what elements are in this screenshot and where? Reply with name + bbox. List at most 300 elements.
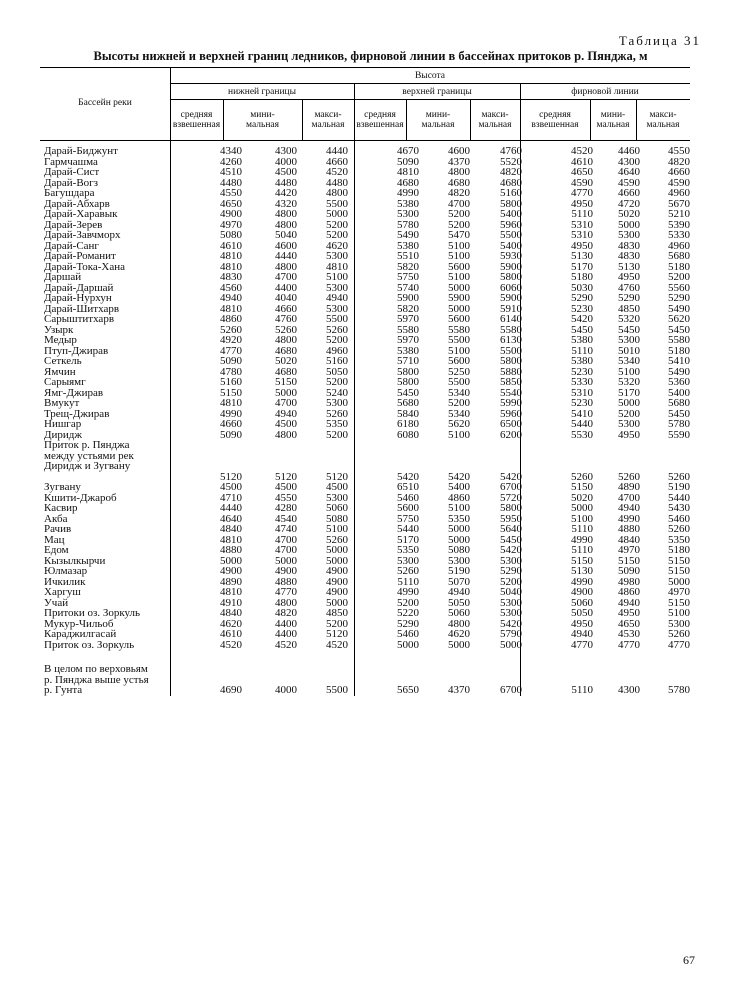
cell-value: 4890 bbox=[220, 575, 242, 588]
cell-value: 4670 bbox=[397, 145, 419, 157]
basin-name: Юлмазар bbox=[44, 565, 88, 577]
cell-value: 4800 bbox=[448, 166, 470, 178]
cell-value: 5260 bbox=[275, 323, 297, 336]
cell-value: 5000 bbox=[220, 554, 242, 567]
cell-value: 4810 bbox=[220, 250, 242, 262]
cell-value: 5000 bbox=[618, 218, 640, 231]
cell-value: 4970 bbox=[618, 544, 640, 556]
cell-value: 5170 bbox=[618, 386, 640, 399]
cell-value: 4800 bbox=[326, 187, 348, 199]
cell-value: 5340 bbox=[618, 355, 640, 367]
cell-value: 5620 bbox=[448, 418, 470, 430]
cell-value: 5000 bbox=[326, 544, 348, 556]
cell-value: 4550 bbox=[668, 145, 690, 157]
cell-value: 5800 bbox=[500, 197, 522, 210]
cell-value: 5670 bbox=[668, 197, 690, 210]
cell-value: 5640 bbox=[500, 523, 522, 535]
cell-value: 4950 bbox=[618, 607, 640, 619]
cell-value: 4800 bbox=[275, 208, 297, 220]
cell-value: 4860 bbox=[220, 313, 242, 325]
cell-value: 4440 bbox=[326, 145, 348, 157]
cell-value: 4990 bbox=[618, 512, 640, 525]
cell-value: 4860 bbox=[618, 586, 640, 598]
cell-value: 5950 bbox=[500, 512, 522, 525]
cell-value: 5080 bbox=[448, 544, 470, 556]
cell-value: 5150 bbox=[571, 481, 593, 493]
cell-value: 5000 bbox=[448, 281, 470, 294]
cell-value: 5780 bbox=[668, 418, 690, 430]
cell-value: 4920 bbox=[220, 334, 242, 346]
cell-value: 5180 bbox=[571, 271, 593, 283]
cell-value: 6140 bbox=[500, 313, 522, 325]
cell-value: 6500 bbox=[500, 418, 522, 430]
cell-value: 5300 bbox=[326, 397, 348, 409]
cell-value: 6700 bbox=[500, 481, 522, 493]
cell-value: 4770 bbox=[571, 638, 593, 651]
cell-value: 5300 bbox=[668, 617, 690, 630]
cell-value: 5180 bbox=[668, 544, 690, 556]
cell-value: 4700 bbox=[618, 491, 640, 504]
cell-value: 4850 bbox=[618, 302, 640, 315]
basin-name: Учай bbox=[44, 596, 69, 609]
cell-value: 5100 bbox=[448, 344, 470, 357]
cell-value: 5600 bbox=[448, 260, 470, 273]
cell-value: 5900 bbox=[397, 292, 419, 304]
cell-value: 4960 bbox=[668, 239, 690, 252]
cell-value: 5070 bbox=[448, 575, 470, 588]
table-row bbox=[40, 664, 690, 675]
cell-value: 5160 bbox=[326, 355, 348, 367]
cell-value: 5110 bbox=[397, 575, 419, 588]
cell-value: 5100 bbox=[326, 271, 348, 283]
basin-name: Дарай-Завчморх bbox=[44, 229, 121, 241]
cell-value: 5520 bbox=[500, 155, 522, 168]
cell-value: 5350 bbox=[448, 512, 470, 525]
basin-name: Дарай-Зерев bbox=[44, 218, 103, 231]
cell-value: 5650 bbox=[397, 684, 419, 696]
cell-value: 4370 bbox=[448, 155, 470, 168]
cell-value: 4500 bbox=[275, 418, 297, 430]
cell-value: 4820 bbox=[500, 166, 522, 178]
cell-value: 4940 bbox=[275, 407, 297, 420]
cell-value: 5620 bbox=[668, 313, 690, 325]
cell-value: 5300 bbox=[618, 334, 640, 346]
basin-name: Дарай-Вогз bbox=[44, 176, 99, 189]
header-avg bbox=[170, 110, 223, 130]
table-row bbox=[40, 356, 690, 367]
cell-value: 4740 bbox=[275, 523, 297, 535]
cell-value: 5200 bbox=[448, 218, 470, 231]
cell-value: 5090 bbox=[618, 565, 640, 577]
cell-value: 4480 bbox=[326, 176, 348, 189]
cell-value: 4770 bbox=[618, 638, 640, 651]
cell-value: 5090 bbox=[220, 355, 242, 367]
cell-value: 4300 bbox=[275, 145, 297, 157]
cell-value: 5390 bbox=[668, 218, 690, 231]
cell-value: 5260 bbox=[668, 470, 690, 483]
cell-value: 5100 bbox=[571, 512, 593, 525]
cell-value: 5300 bbox=[397, 208, 419, 220]
table-row bbox=[40, 230, 690, 241]
cell-value: 5490 bbox=[668, 302, 690, 315]
cell-value: 5300 bbox=[500, 554, 522, 567]
cell-value: 4040 bbox=[275, 292, 297, 304]
cell-value: 4660 bbox=[326, 155, 348, 168]
basin-name: Дарай-Тока-Хана bbox=[44, 260, 126, 273]
cell-value: 5680 bbox=[668, 397, 690, 409]
cell-value: 5330 bbox=[571, 376, 593, 388]
cell-value: 4810 bbox=[220, 302, 242, 315]
table-row bbox=[40, 524, 690, 535]
cell-value: 5000 bbox=[326, 596, 348, 609]
cell-value: 4800 bbox=[448, 617, 470, 630]
basin-name: Караджилгасай bbox=[44, 628, 117, 640]
cell-value: 5590 bbox=[668, 428, 690, 441]
cell-value: 4560 bbox=[220, 281, 242, 294]
cell-value: 5260 bbox=[326, 407, 348, 420]
cell-value: 4610 bbox=[571, 155, 593, 168]
header-max-line1: макси- bbox=[314, 110, 342, 120]
cell-value: 4690 bbox=[220, 684, 242, 696]
cell-value: 5540 bbox=[500, 386, 522, 399]
cell-value: 5150 bbox=[668, 554, 690, 567]
header-avg-line2: взвешенная bbox=[356, 120, 404, 130]
cell-value: 5000 bbox=[448, 638, 470, 651]
header-rule-height bbox=[170, 83, 690, 84]
cell-value: 4880 bbox=[220, 544, 242, 556]
cell-value: 5100 bbox=[326, 523, 348, 535]
cell-value: 5290 bbox=[668, 292, 690, 304]
table-row bbox=[40, 566, 690, 577]
cell-value: 4970 bbox=[220, 218, 242, 231]
cell-value: 5060 bbox=[326, 502, 348, 514]
cell-value: 5380 bbox=[397, 344, 419, 357]
cell-value: 5400 bbox=[500, 239, 522, 252]
cell-value: 5190 bbox=[448, 565, 470, 577]
cell-value: 5000 bbox=[326, 554, 348, 567]
cell-value: 6510 bbox=[397, 481, 419, 493]
cell-value: 4940 bbox=[571, 628, 593, 640]
cell-value: 5260 bbox=[326, 323, 348, 336]
cell-value: 4650 bbox=[220, 197, 242, 210]
cell-value: 4800 bbox=[275, 428, 297, 441]
cell-value: 5110 bbox=[571, 523, 593, 535]
cell-value: 5300 bbox=[448, 554, 470, 567]
cell-value: 5310 bbox=[571, 218, 593, 231]
cell-value: 4710 bbox=[220, 491, 242, 504]
cell-value: 5840 bbox=[397, 407, 419, 420]
cell-value: 5200 bbox=[326, 218, 348, 231]
table-row bbox=[40, 398, 690, 409]
table-row bbox=[40, 146, 690, 157]
cell-value: 4610 bbox=[220, 239, 242, 252]
cell-value: 5080 bbox=[220, 229, 242, 241]
cell-value: 5820 bbox=[397, 260, 419, 273]
cell-value: 4500 bbox=[326, 481, 348, 493]
cell-value: 4800 bbox=[275, 260, 297, 273]
table-row bbox=[40, 209, 690, 220]
cell-value: 4550 bbox=[275, 491, 297, 504]
cell-value: 5290 bbox=[397, 617, 419, 630]
cell-value: 4990 bbox=[397, 187, 419, 199]
cell-value: 4940 bbox=[618, 596, 640, 609]
cell-value: 4680 bbox=[275, 365, 297, 378]
cell-value: 4400 bbox=[275, 281, 297, 294]
cell-value: 4500 bbox=[220, 481, 242, 493]
basin-name: Кызылкырчи bbox=[44, 554, 106, 567]
cell-value: 6130 bbox=[500, 334, 522, 346]
cell-value: 4260 bbox=[220, 155, 242, 168]
cell-value: 5200 bbox=[397, 596, 419, 609]
cell-value: 4960 bbox=[326, 344, 348, 357]
cell-value: 5430 bbox=[668, 502, 690, 514]
cell-value: 4300 bbox=[618, 684, 640, 696]
cell-value: 5380 bbox=[571, 334, 593, 346]
cell-value: 4480 bbox=[220, 176, 242, 189]
cell-value: 5200 bbox=[326, 376, 348, 388]
cell-value: 5100 bbox=[448, 271, 470, 283]
basin-name: Узырк bbox=[44, 323, 74, 336]
cell-value: 5000 bbox=[618, 397, 640, 409]
cell-value: 5130 bbox=[618, 260, 640, 273]
table-row bbox=[40, 272, 690, 283]
basin-name: между устьями рек bbox=[44, 449, 134, 462]
cell-value: 4900 bbox=[571, 586, 593, 598]
cell-value: 4510 bbox=[220, 166, 242, 178]
table-row bbox=[40, 440, 690, 451]
cell-value: 5310 bbox=[571, 229, 593, 241]
cell-value: 5380 bbox=[397, 197, 419, 210]
cell-value: 5440 bbox=[668, 491, 690, 504]
basin-name: Диридж bbox=[44, 428, 82, 441]
cell-value: 4660 bbox=[668, 166, 690, 178]
cell-value: 5460 bbox=[397, 628, 419, 640]
cell-value: 5800 bbox=[500, 355, 522, 367]
basin-name: Мац bbox=[44, 533, 65, 546]
table-row bbox=[40, 545, 690, 556]
cell-value: 4620 bbox=[220, 617, 242, 630]
table-row bbox=[40, 461, 690, 472]
cell-value: 5330 bbox=[668, 229, 690, 241]
table-row bbox=[40, 451, 690, 462]
cell-value: 5100 bbox=[618, 365, 640, 378]
cell-value: 5060 bbox=[448, 607, 470, 619]
basin-name: Мукур-Чильоб bbox=[44, 617, 114, 630]
header-min bbox=[406, 110, 470, 130]
cell-value: 4770 bbox=[571, 187, 593, 199]
cell-value: 5440 bbox=[397, 523, 419, 535]
cell-value: 5150 bbox=[618, 554, 640, 567]
cell-value: 5200 bbox=[326, 229, 348, 241]
cell-value: 6700 bbox=[500, 684, 522, 696]
cell-value: 4680 bbox=[397, 176, 419, 189]
cell-value: 4440 bbox=[275, 250, 297, 262]
cell-value: 4540 bbox=[275, 512, 297, 525]
cell-value: 5500 bbox=[448, 376, 470, 388]
table-row bbox=[40, 251, 690, 262]
cell-value: 5350 bbox=[397, 544, 419, 556]
cell-value: 4700 bbox=[275, 533, 297, 546]
cell-value: 5510 bbox=[397, 250, 419, 262]
cell-value: 5210 bbox=[668, 208, 690, 220]
basin-name: Зугвану bbox=[44, 481, 81, 493]
cell-value: 5110 bbox=[571, 208, 593, 220]
cell-value: 5580 bbox=[500, 323, 522, 336]
cell-value: 6060 bbox=[500, 281, 522, 294]
cell-value: 4600 bbox=[448, 145, 470, 157]
cell-value: 5450 bbox=[668, 407, 690, 420]
cell-value: 5780 bbox=[397, 218, 419, 231]
cell-value: 5290 bbox=[500, 565, 522, 577]
cell-value: 5090 bbox=[397, 155, 419, 168]
cell-value: 5350 bbox=[668, 533, 690, 546]
cell-value: 4460 bbox=[618, 145, 640, 157]
basin-name: Сарыштитхарв bbox=[44, 313, 115, 325]
cell-value: 4500 bbox=[275, 166, 297, 178]
cell-value: 4820 bbox=[275, 607, 297, 619]
basin-name: Нишгар bbox=[44, 418, 82, 430]
cell-value: 4590 bbox=[668, 176, 690, 189]
cell-value: 4900 bbox=[275, 565, 297, 577]
basin-name: Птуп-Джирав bbox=[44, 344, 109, 357]
cell-value: 4700 bbox=[275, 271, 297, 283]
cell-value: 5090 bbox=[220, 428, 242, 441]
cell-value: 4880 bbox=[275, 575, 297, 588]
cell-value: 5560 bbox=[668, 281, 690, 294]
cell-value: 4620 bbox=[448, 628, 470, 640]
basin-name: Приток р. Пянджа bbox=[44, 439, 130, 451]
cell-value: 5740 bbox=[397, 281, 419, 294]
cell-value: 5200 bbox=[448, 208, 470, 220]
cell-value: 4840 bbox=[618, 533, 640, 546]
cell-value: 4810 bbox=[326, 260, 348, 273]
cell-value: 4600 bbox=[275, 239, 297, 252]
cell-value: 5000 bbox=[448, 533, 470, 546]
cell-value: 4000 bbox=[275, 684, 297, 696]
page-number: 67 bbox=[683, 953, 695, 967]
cell-value: 5580 bbox=[668, 334, 690, 346]
table-row bbox=[40, 685, 690, 696]
cell-value: 4850 bbox=[326, 607, 348, 619]
cell-value: 5150 bbox=[668, 565, 690, 577]
header-avg bbox=[354, 110, 406, 130]
cell-value: 5100 bbox=[448, 502, 470, 514]
cell-value: 4760 bbox=[500, 145, 522, 157]
cell-value: 5600 bbox=[397, 502, 419, 514]
table-row bbox=[40, 629, 690, 640]
cell-value: 5150 bbox=[220, 386, 242, 399]
cell-value: 4300 bbox=[618, 155, 640, 168]
header-avg-line1: средняя bbox=[539, 110, 571, 120]
cell-value: 4760 bbox=[275, 313, 297, 325]
table-row bbox=[40, 167, 690, 178]
cell-value: 5160 bbox=[220, 376, 242, 388]
cell-value: 5450 bbox=[500, 533, 522, 546]
basin-name: Касвир bbox=[44, 502, 78, 514]
cell-value: 5790 bbox=[500, 628, 522, 640]
cell-value: 5000 bbox=[275, 554, 297, 567]
cell-value: 5500 bbox=[448, 334, 470, 346]
cell-value: 4810 bbox=[397, 166, 419, 178]
cell-value: 5260 bbox=[668, 523, 690, 535]
cell-value: 5130 bbox=[571, 250, 593, 262]
basin-name: Дарай-Абхарв bbox=[44, 197, 110, 210]
cell-value: 4820 bbox=[668, 155, 690, 168]
cell-value: 5000 bbox=[448, 523, 470, 535]
header-height: Высота bbox=[414, 71, 446, 81]
cell-value: 5250 bbox=[448, 365, 470, 378]
cell-value: 5050 bbox=[326, 365, 348, 378]
cell-value: 4950 bbox=[571, 197, 593, 210]
basin-name: Приток оз. Зоркуль bbox=[44, 638, 135, 651]
cell-value: 5000 bbox=[275, 386, 297, 399]
cell-value: 5800 bbox=[397, 365, 419, 378]
cell-value: 5000 bbox=[668, 575, 690, 588]
header-min-line1: мини- bbox=[600, 110, 626, 120]
cell-value: 4590 bbox=[571, 176, 593, 189]
cell-value: 5110 bbox=[571, 544, 593, 556]
cell-value: 4830 bbox=[618, 239, 640, 252]
header-max bbox=[470, 110, 520, 130]
cell-value: 5450 bbox=[668, 323, 690, 336]
table-label: Таблица 31 bbox=[618, 33, 701, 48]
cell-value: 5970 bbox=[397, 313, 419, 325]
cell-value: 4440 bbox=[220, 502, 242, 514]
cell-value: 4400 bbox=[275, 617, 297, 630]
cell-value: 4890 bbox=[618, 481, 640, 493]
cell-value: 5180 bbox=[668, 260, 690, 273]
table-row bbox=[40, 608, 690, 619]
basin-name: Дарай-Романит bbox=[44, 250, 116, 262]
header-basin: Бассейн реки bbox=[78, 98, 132, 108]
cell-value: 4800 bbox=[275, 334, 297, 346]
cell-value: 5680 bbox=[397, 397, 419, 409]
cell-value: 5010 bbox=[618, 344, 640, 357]
cell-value: 5000 bbox=[448, 302, 470, 315]
cell-value: 5030 bbox=[571, 281, 593, 294]
cell-value: 4320 bbox=[275, 197, 297, 210]
cell-value: 5300 bbox=[326, 281, 348, 294]
cell-value: 5110 bbox=[571, 344, 593, 357]
cell-value: 5680 bbox=[668, 250, 690, 262]
cell-value: 5060 bbox=[571, 596, 593, 609]
cell-value: 4810 bbox=[220, 397, 242, 409]
cell-value: 5230 bbox=[571, 302, 593, 315]
header-max bbox=[302, 110, 354, 130]
cell-value: 5040 bbox=[275, 229, 297, 241]
cell-value: 5000 bbox=[500, 638, 522, 651]
cell-value: 6200 bbox=[500, 428, 522, 441]
basin-name: В целом по верховьям bbox=[44, 663, 148, 675]
cell-value: 4800 bbox=[275, 218, 297, 231]
cell-value: 4810 bbox=[220, 586, 242, 598]
header-max-line1: макси- bbox=[481, 110, 509, 120]
cell-value: 5990 bbox=[500, 397, 522, 409]
basin-name: Рачив bbox=[44, 523, 72, 535]
basin-name: Даршай bbox=[44, 271, 82, 283]
cell-value: 5080 bbox=[326, 512, 348, 525]
cell-value: 4660 bbox=[220, 418, 242, 430]
cell-value: 5420 bbox=[500, 617, 522, 630]
header-min-line2: мальная bbox=[596, 120, 630, 130]
basin-name: р. Пянджа выше устья bbox=[44, 673, 149, 686]
cell-value: 4860 bbox=[448, 491, 470, 504]
cell-value: 4810 bbox=[220, 533, 242, 546]
cell-value: 5930 bbox=[500, 250, 522, 262]
cell-value: 5580 bbox=[448, 323, 470, 336]
cell-value: 4520 bbox=[220, 638, 242, 651]
cell-value: 5000 bbox=[397, 638, 419, 651]
